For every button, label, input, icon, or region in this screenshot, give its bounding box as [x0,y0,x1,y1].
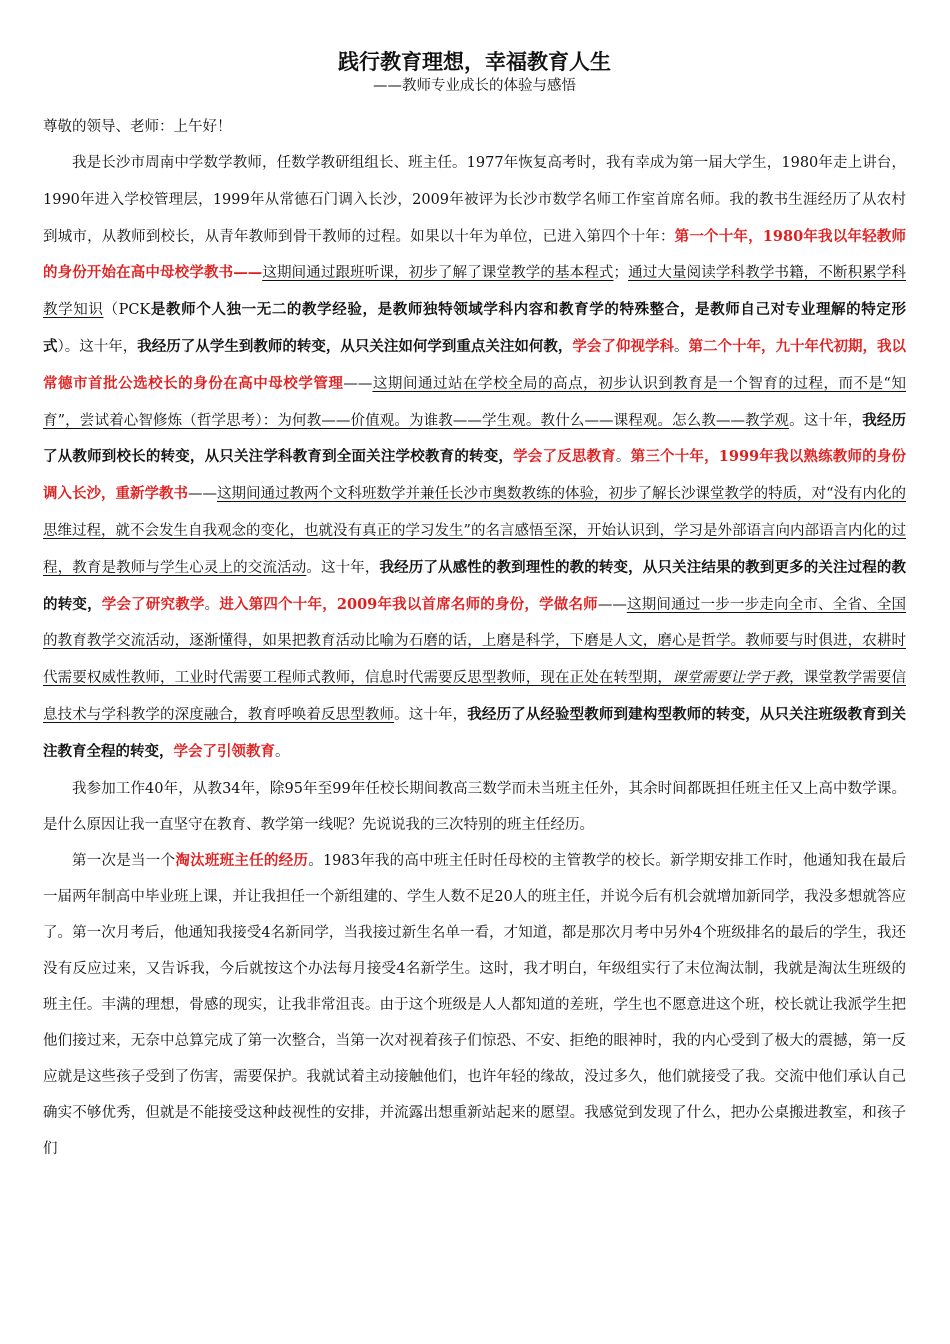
decade4-end: 。 [275,743,290,760]
decade2-heading: 第二个十年，九十年代初期，我以常德市首批公选校长的身份在高中母校学管理 [43,337,907,392]
paragraph-career [43,145,906,771]
decade4-dash: —— [597,596,627,613]
decade1-end: 。 [673,338,689,355]
decade4-summary: 我经历了从经验型教师到建构型教师的转变，从只关注班级教育到关注教育全程的转变， [43,705,907,760]
decade1-detail-2: 通过大量阅读学科教学书籍，不断积累学科教学知识 [43,265,907,319]
decade3-detail: 这期间通过教两个文科班数学并兼任长沙市奥数教练的体验，初步了解长沙课堂教学的特质，对“没有内化的思维过程，就不会发生自我观念的变化，也就没有真正的学习发生”的名言感悟至深，开始认识到，学习是外部语言向内部语言内化的过程，教育是教师与学生心灵上的交流活动 [43,486,906,576]
decade1-lesson: 学会了仰视学科 [572,337,674,355]
decade1-pck-close: ）。这十年， [57,338,138,355]
decade1-summary: 我经历了从学生到教师的转变，从只关注如何学到重点关注如何教， [137,337,573,355]
decade3-heading: 第三个十年，1999年我以熟练教师的身份调入长沙，重新学教书 [43,448,907,503]
document-page [43,48,906,1167]
decade1-pck-open: （PCK [103,302,151,319]
decade4-detail: 这期间通过一步一步走向全市、全省、全国的教育教学交流活动，逐渐懂得，如果把教育活动比喻为石磨的话，上磨是科学，下磨是人文，磨心是哲学。教师要与时俱进，农耕时代需要权威性教师，工业时代需要工程师式教师，信息时代需要反思型教师，现在正处在转型期， [43,596,907,687]
decade4-heading: 进入第四个十年，2009年我以首席名师的身份，学做名师 [219,595,598,613]
first-experience-lead: 第一次是当一个 [72,852,176,869]
decade3-summary: 我经历了从感性的教到理性的教的转变，从只关注结果的教到更多的关注过程的教的转变， [43,558,907,613]
decade4-mid: 。这十年， [394,706,468,723]
decade3-end: 。 [204,596,220,613]
decade1-separator: ； [613,265,629,282]
decade3-mid: 。这十年， [306,559,380,576]
decade4-detail-2: ，课堂教学需要信息技术与学科教学的深度融合，教育呼唤着反思型教师 [43,670,907,723]
first-experience-highlight: 淘汰班班主任的经历 [175,851,309,869]
paragraph-work-years: 我参加工作40年，从教34年，除95年至99年任校长期间教高三数学而未当班主任外，其余时间都既担任班主任又上高中数学课。是什么原因让我一直坚守在教育、教学第一线呢？先说说我的三次特别的班主任经历。 [43,780,906,833]
paragraph-first-experience [43,843,906,1167]
document-title: 践行教育理想，幸福教育人生 [338,50,611,74]
career-intro: 我是长沙市周南中学数学教师，任数学教研组组长、班主任。1977年恢复高考时，我有幸成为第一届大学生，1980年走上讲台，1990年进入学校管理层，1999年从常德石门调入长沙，2009年被评为长沙市数学名师工作室首席名师。我的教书生涯经历了从农村到城市，从教师到校长，从青年教师到骨干教师的过程。如果以十年为单位，已进入第四个十年： [43,155,906,245]
decade1-heading: 第一个十年，1980年我以年轻教师的身份开始在高中母校学教书—— [43,227,906,282]
document-subtitle: ——教师专业成长的体验与感悟 [373,78,576,94]
decade2-detail: 这期间通过站在学校全局的高点，初步认识到教育是一个智育的过程，而不是“知育”，尝试着心智修炼（哲学思考）：为何教——价值观。为谁教——学生观。教什么——课程观。怎么教——教学观 [43,375,906,429]
greeting: 尊敬的领导、老师：上午好！ [43,119,232,135]
decade1-pck-definition: 是教师个人独一无二的教学经验，是教师独特领域学科内容和教育学的特殊整合，是教师自己对专业理解的特定形式 [43,301,907,355]
decade3-lesson: 学会了研究教学 [101,595,205,613]
decade2-end: 。 [615,449,631,466]
decade4-detail-italic: 课堂需要让学于教 [672,670,790,687]
decade2-mid: 。这十年， [789,412,863,429]
decade3-dash: —— [188,486,218,503]
first-experience-body: 。1983年我的高中班主任时任母校的主管教学的校长。新学期安排工作时，他通知我在最后一届两年制高中毕业班上课，并让我担任一个新组建的、学生人数不足20人的班主任，并说今后有机会就增加新同学，我没多想就答应了。第一次月考后，他通知我接受4名新同学，当我接过新生名单一看，才知道，都是那次月考中另外4个班级排名的最后的学生，我还没有反应过来，又告诉我，今后就按这个办法每月接受4名新学生。这时，我才明白，年级组实行了末位淘汰制，我就是淘汰生班级的班主任。丰满的理想，骨感的现实，让我非常沮丧。由于这个班级是人人都知道的差班，学生也不愿意进这个班，校长就让我派学生把他们接过来，无奈中总算完成了第一次整合，当第一次对视着孩子们惊恐、不安、拒绝的眼神时，我的内心受到了极大的震撼，第一反应就是这些孩子受到了伤害，需要保护。我就试着主动接触他们，也许年轻的缘故，没过多久，他们就接受了我。交流中他们承认自己确实不够优秀，但就是不能接受这种歧视性的安排，并流露出想重新站起来的愿望。我感觉到发现了什么，把办公桌搬进教室，和孩子们 [43,852,907,1157]
decade2-summary: 我经历了从教师到校长的转变，从只关注学科教育到全面关注学校教育的转变， [43,411,907,466]
decade2-lesson: 学会了反思教育 [513,448,616,466]
decade1-detail: 这期间通过跟班听课，初步了解了课堂教学的基本程式 [262,265,614,282]
decade2-dash: —— [343,375,373,392]
decade4-lesson: 学会了引领教育 [173,742,275,760]
